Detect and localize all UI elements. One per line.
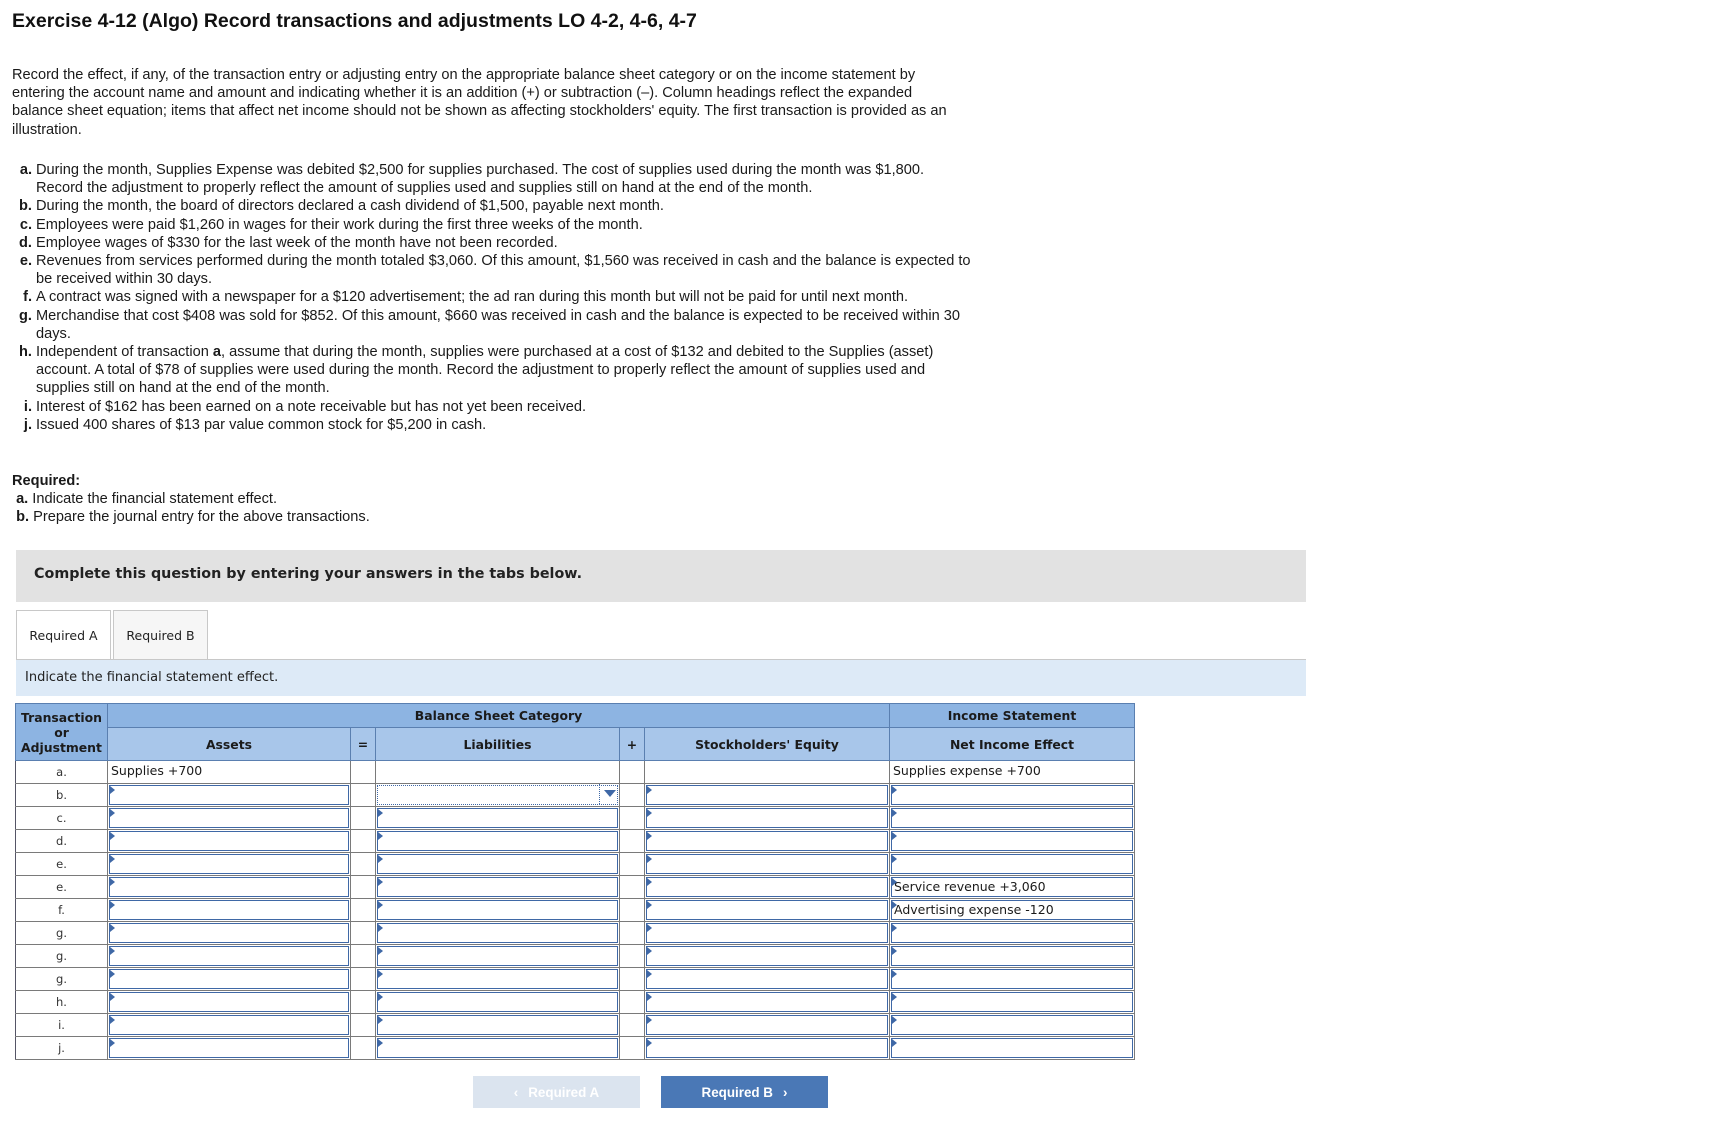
chevron-right-icon: › bbox=[782, 1084, 788, 1100]
net-income-cell bbox=[890, 761, 1135, 784]
prev-button[interactable] bbox=[473, 1076, 640, 1108]
equals-spacer-cell bbox=[351, 922, 376, 945]
equals-spacer-cell bbox=[351, 830, 376, 853]
chevron-left-icon: ‹ bbox=[513, 1084, 519, 1100]
item-letter: j. bbox=[23, 416, 32, 433]
equals-spacer-cell bbox=[351, 784, 376, 807]
header-equals: = bbox=[351, 728, 376, 761]
item-text-bold: a bbox=[212, 344, 222, 361]
net-income-input[interactable]: Advertising expense -120 bbox=[891, 900, 1133, 920]
required-section bbox=[12, 472, 370, 527]
table-row bbox=[16, 945, 1135, 968]
stockholders-equity-input[interactable] bbox=[646, 785, 888, 805]
assets-input[interactable] bbox=[109, 992, 349, 1012]
stockholders-equity-input[interactable] bbox=[646, 992, 888, 1012]
liabilities-cell bbox=[376, 853, 620, 876]
liabilities-input[interactable] bbox=[377, 808, 618, 828]
chevron-down-icon bbox=[604, 790, 616, 797]
assets-cell bbox=[108, 968, 351, 991]
stockholders-equity-input[interactable] bbox=[646, 808, 888, 828]
list-item bbox=[14, 416, 974, 434]
header-stockholders-equity: Stockholders' Equity bbox=[645, 728, 890, 761]
item-text bbox=[36, 343, 974, 398]
stockholders-equity-cell bbox=[645, 853, 890, 876]
item-letter: h. bbox=[19, 344, 32, 361]
assets-cell bbox=[108, 784, 351, 807]
liabilities-cell bbox=[376, 1014, 620, 1037]
list-item bbox=[14, 398, 974, 416]
next-button-label: Required B bbox=[701, 1084, 773, 1100]
header-balance-sheet: Balance Sheet Category bbox=[108, 704, 890, 728]
net-income-input[interactable] bbox=[891, 946, 1133, 966]
liabilities-input[interactable] bbox=[377, 923, 618, 943]
item-letter: c. bbox=[19, 216, 32, 233]
assets-cell bbox=[108, 1037, 351, 1060]
stockholders-equity-input[interactable] bbox=[646, 1038, 888, 1058]
header-net-income-effect: Net Income Effect bbox=[890, 728, 1135, 761]
list-item bbox=[14, 161, 974, 197]
liabilities-cell bbox=[376, 968, 620, 991]
assets-value: Supplies +700 bbox=[109, 762, 349, 782]
net-income-cell bbox=[890, 899, 1135, 922]
assets-input[interactable] bbox=[109, 1038, 349, 1058]
table-row bbox=[16, 807, 1135, 830]
page-title: Exercise 4-12 (Algo) Record transactions and adjustments LO 4-2, 4-6, 4-7 bbox=[12, 10, 697, 32]
row-label: e. bbox=[16, 876, 108, 899]
row-label: h. bbox=[16, 991, 108, 1014]
stockholders-equity-input[interactable] bbox=[646, 1015, 888, 1035]
equals-spacer-cell bbox=[351, 899, 376, 922]
list-item bbox=[14, 307, 974, 343]
required-a bbox=[12, 490, 370, 508]
stockholders-equity-cell bbox=[645, 1014, 890, 1037]
item-text-part: Independent of transaction bbox=[36, 344, 213, 361]
table-row bbox=[16, 1037, 1135, 1060]
assets-cell bbox=[108, 922, 351, 945]
item-text: During the month, the board of directors declared a cash dividend of $1,500, payable next month. bbox=[36, 198, 664, 215]
plus-spacer-cell bbox=[620, 968, 645, 991]
assets-cell bbox=[108, 853, 351, 876]
stockholders-equity-cell bbox=[645, 991, 890, 1014]
plus-spacer-cell bbox=[620, 784, 645, 807]
stockholders-equity-cell bbox=[645, 830, 890, 853]
list-item bbox=[14, 288, 974, 306]
item-text: During the month, Supplies Expense was debited $2,500 for supplies purchased. The cost of supplies used during the month was $1,800. Record the adjustment to properly reflect the amount of supplies used and supplies still on hand at the end of the month. bbox=[36, 162, 925, 197]
liabilities-cell bbox=[376, 991, 620, 1014]
table-row bbox=[16, 761, 1135, 784]
assets-input[interactable] bbox=[109, 877, 349, 897]
plus-spacer-cell bbox=[620, 761, 645, 784]
list-item bbox=[14, 216, 974, 234]
net-income-cell bbox=[890, 1014, 1135, 1037]
plus-spacer-cell bbox=[620, 876, 645, 899]
net-income-cell bbox=[890, 853, 1135, 876]
stockholders-equity-cell bbox=[645, 945, 890, 968]
net-income-cell bbox=[890, 830, 1135, 853]
net-income-cell bbox=[890, 945, 1135, 968]
tab-required-a[interactable]: Required A bbox=[16, 610, 111, 661]
liabilities-cell bbox=[376, 899, 620, 922]
assets-cell bbox=[108, 876, 351, 899]
liabilities-cell bbox=[376, 807, 620, 830]
liabilities-cell bbox=[376, 1037, 620, 1060]
liabilities-input[interactable] bbox=[377, 831, 618, 851]
table-row bbox=[16, 968, 1135, 991]
item-text: Issued 400 shares of $13 par value common stock for $5,200 in cash. bbox=[36, 416, 487, 433]
equals-spacer-cell bbox=[351, 807, 376, 830]
liabilities-cell bbox=[376, 830, 620, 853]
net-income-cell bbox=[890, 1037, 1135, 1060]
item-letter: f. bbox=[23, 289, 32, 306]
liabilities-cell bbox=[376, 761, 620, 784]
net-income-cell bbox=[890, 922, 1135, 945]
item-letter: b. bbox=[19, 198, 32, 215]
net-income-input[interactable] bbox=[891, 808, 1133, 828]
stockholders-equity-input[interactable] bbox=[646, 854, 888, 874]
header-transaction: Transaction or Adjustment bbox=[16, 704, 108, 761]
liabilities-value bbox=[377, 762, 618, 782]
item-text: Interest of $162 has been earned on a note receivable but has not yet been received. bbox=[36, 398, 587, 415]
next-button[interactable] bbox=[661, 1076, 828, 1108]
stockholders-equity-cell bbox=[645, 968, 890, 991]
net-income-input[interactable]: Service revenue +3,060 bbox=[891, 877, 1133, 897]
table-body bbox=[16, 761, 1135, 1060]
instructions-banner bbox=[16, 550, 1306, 602]
plus-spacer-cell bbox=[620, 991, 645, 1014]
liabilities-input[interactable] bbox=[377, 1015, 618, 1035]
tab-required-b[interactable]: Required B bbox=[113, 610, 208, 660]
row-label: c. bbox=[16, 807, 108, 830]
plus-spacer-cell bbox=[620, 945, 645, 968]
net-income-cell bbox=[890, 991, 1135, 1014]
assets-input[interactable] bbox=[109, 1015, 349, 1035]
row-label: g. bbox=[16, 922, 108, 945]
item-letter: a. bbox=[19, 162, 32, 178]
liabilities-cell bbox=[376, 876, 620, 899]
list-item bbox=[14, 197, 974, 215]
assets-input[interactable] bbox=[109, 946, 349, 966]
liabilities-input[interactable] bbox=[377, 785, 618, 805]
list-item bbox=[14, 343, 974, 398]
dropdown-toggle[interactable] bbox=[599, 784, 619, 804]
header-income-statement: Income Statement bbox=[890, 704, 1135, 728]
row-label: f. bbox=[16, 899, 108, 922]
row-label: a. bbox=[16, 761, 108, 784]
net-income-input[interactable] bbox=[891, 831, 1133, 851]
list-item bbox=[14, 252, 974, 288]
assets-input[interactable] bbox=[109, 923, 349, 943]
plus-spacer-cell bbox=[620, 1037, 645, 1060]
assets-input[interactable] bbox=[109, 831, 349, 851]
plus-spacer-cell bbox=[620, 1014, 645, 1037]
liabilities-input[interactable] bbox=[377, 992, 618, 1012]
liabilities-cell bbox=[376, 784, 620, 807]
equals-spacer-cell bbox=[351, 1037, 376, 1060]
row-label: e. bbox=[16, 853, 108, 876]
plus-spacer-cell bbox=[620, 922, 645, 945]
assets-cell bbox=[108, 899, 351, 922]
assets-input[interactable] bbox=[109, 900, 349, 920]
list-item bbox=[14, 234, 974, 252]
table-row bbox=[16, 876, 1135, 899]
row-label: g. bbox=[16, 968, 108, 991]
required-a-text: Indicate the financial statement effect. bbox=[32, 491, 278, 508]
stockholders-equity-input[interactable] bbox=[646, 831, 888, 851]
header-liabilities: Liabilities bbox=[376, 728, 620, 761]
table-row bbox=[16, 899, 1135, 922]
net-income-cell bbox=[890, 968, 1135, 991]
instruction-text: Indicate the financial statement effect. bbox=[25, 670, 279, 685]
table-row bbox=[16, 1014, 1135, 1037]
required-b-text: Prepare the journal entry for the above transactions. bbox=[33, 509, 370, 526]
assets-cell bbox=[108, 830, 351, 853]
stockholders-equity-input[interactable] bbox=[646, 969, 888, 989]
assets-cell bbox=[108, 807, 351, 830]
liabilities-input[interactable] bbox=[377, 877, 618, 897]
assets-input[interactable] bbox=[109, 969, 349, 989]
item-text-part: , assume that during the month, supplies were purchased at a cost of $132 and debited to the Supplies (asset) account. A total of $78 of supplies were used during the month. Record the adjustment to properly reflect the amount of supplies used and supplies still on hand at the end of the month. bbox=[36, 344, 934, 397]
assets-cell bbox=[108, 991, 351, 1014]
equals-spacer-cell bbox=[351, 968, 376, 991]
plus-spacer-cell bbox=[620, 899, 645, 922]
net-income-input[interactable] bbox=[891, 1015, 1133, 1035]
table-row bbox=[16, 922, 1135, 945]
item-text: Merchandise that cost $408 was sold for $852. Of this amount, $660 was received in cash and the balance is expected to be received within 30 days. bbox=[36, 307, 961, 342]
liabilities-input[interactable] bbox=[377, 1038, 618, 1058]
item-text: Revenues from services performed during the month totaled $3,060. Of this amount, $1,560 was received in cash and the balance is expected to be received within 30 days. bbox=[36, 253, 971, 288]
stockholders-equity-cell bbox=[645, 922, 890, 945]
net-income-input[interactable] bbox=[891, 854, 1133, 874]
transaction-list bbox=[14, 161, 974, 434]
stockholders-equity-cell bbox=[645, 807, 890, 830]
net-income-input[interactable] bbox=[891, 969, 1133, 989]
equals-spacer-cell bbox=[351, 876, 376, 899]
banner-text: Complete this question by entering your answers in the tabs below. bbox=[34, 566, 583, 582]
effect-table bbox=[15, 703, 1135, 1060]
table-row bbox=[16, 784, 1135, 807]
header-plus: + bbox=[620, 728, 645, 761]
stockholders-equity-cell bbox=[645, 761, 890, 784]
item-text: A contract was signed with a newspaper for a $120 advertisement; the ad ran during this month but will not be paid for until next month. bbox=[36, 289, 909, 306]
prev-button-label: Required A bbox=[528, 1084, 600, 1100]
net-income-input[interactable] bbox=[891, 923, 1133, 943]
net-income-input[interactable] bbox=[891, 785, 1133, 805]
assets-input[interactable] bbox=[109, 785, 349, 805]
table-row bbox=[16, 830, 1135, 853]
stockholders-equity-input[interactable] bbox=[646, 946, 888, 966]
plus-spacer-cell bbox=[620, 807, 645, 830]
stockholders-equity-cell bbox=[645, 784, 890, 807]
equals-spacer-cell bbox=[351, 761, 376, 784]
item-letter: d. bbox=[19, 234, 32, 251]
net-income-input[interactable] bbox=[891, 992, 1133, 1012]
row-label: j. bbox=[16, 1037, 108, 1060]
assets-cell bbox=[108, 1014, 351, 1037]
stockholders-equity-input[interactable] bbox=[646, 877, 888, 897]
intro-text: Record the effect, if any, of the transaction entry or adjusting entry on the appropriate balance sheet category or on the income statement by entering the account name and amount and indicating whether it is an addition (+) or subtraction (–). Column headings reflect the expanded balance sheet equation; items that affect net income should not be shown as affecting stockholders' equity. The first transaction is provided as an illustration. bbox=[12, 67, 947, 138]
required-b-letter: b. bbox=[16, 509, 30, 526]
required-heading: Required: bbox=[12, 473, 81, 489]
net-income-cell bbox=[890, 876, 1135, 899]
stockholders-equity-input[interactable] bbox=[646, 923, 888, 943]
assets-input[interactable] bbox=[109, 808, 349, 828]
item-letter: g. bbox=[19, 307, 32, 324]
table-row bbox=[16, 991, 1135, 1014]
item-text: Employees were paid $1,260 in wages for their work during the first three weeks of the month. bbox=[36, 216, 643, 233]
equals-spacer-cell bbox=[351, 1014, 376, 1037]
equals-spacer-cell bbox=[351, 853, 376, 876]
equals-spacer-cell bbox=[351, 945, 376, 968]
row-label: g. bbox=[16, 945, 108, 968]
row-label: d. bbox=[16, 830, 108, 853]
header-assets: Assets bbox=[108, 728, 351, 761]
net-income-cell bbox=[890, 807, 1135, 830]
stockholders-equity-cell bbox=[645, 899, 890, 922]
plus-spacer-cell bbox=[620, 830, 645, 853]
required-a-letter: a. bbox=[16, 491, 29, 508]
net-income-cell bbox=[890, 784, 1135, 807]
stockholders-equity-cell bbox=[645, 876, 890, 899]
assets-cell bbox=[108, 945, 351, 968]
plus-spacer-cell bbox=[620, 853, 645, 876]
liabilities-input[interactable] bbox=[377, 854, 618, 874]
item-text: Employee wages of $330 for the last week of the month have not been recorded. bbox=[36, 234, 558, 251]
stockholders-equity-input[interactable] bbox=[646, 900, 888, 920]
item-letter: i. bbox=[23, 398, 32, 415]
liabilities-input[interactable] bbox=[377, 969, 618, 989]
net-income-input[interactable] bbox=[891, 1038, 1133, 1058]
row-label: b. bbox=[16, 784, 108, 807]
table-row bbox=[16, 853, 1135, 876]
liabilities-cell bbox=[376, 922, 620, 945]
equals-spacer-cell bbox=[351, 991, 376, 1014]
liabilities-input[interactable] bbox=[377, 946, 618, 966]
assets-input[interactable] bbox=[109, 854, 349, 874]
assets-cell bbox=[108, 761, 351, 784]
net-income-value: Supplies expense +700 bbox=[891, 762, 1133, 782]
liabilities-cell bbox=[376, 945, 620, 968]
stockholders-equity-value bbox=[646, 762, 888, 782]
liabilities-input[interactable] bbox=[377, 900, 618, 920]
row-label: i. bbox=[16, 1014, 108, 1037]
required-b bbox=[12, 508, 370, 526]
stockholders-equity-cell bbox=[645, 1037, 890, 1060]
item-letter: e. bbox=[19, 253, 32, 270]
tab-instruction bbox=[16, 660, 1306, 696]
